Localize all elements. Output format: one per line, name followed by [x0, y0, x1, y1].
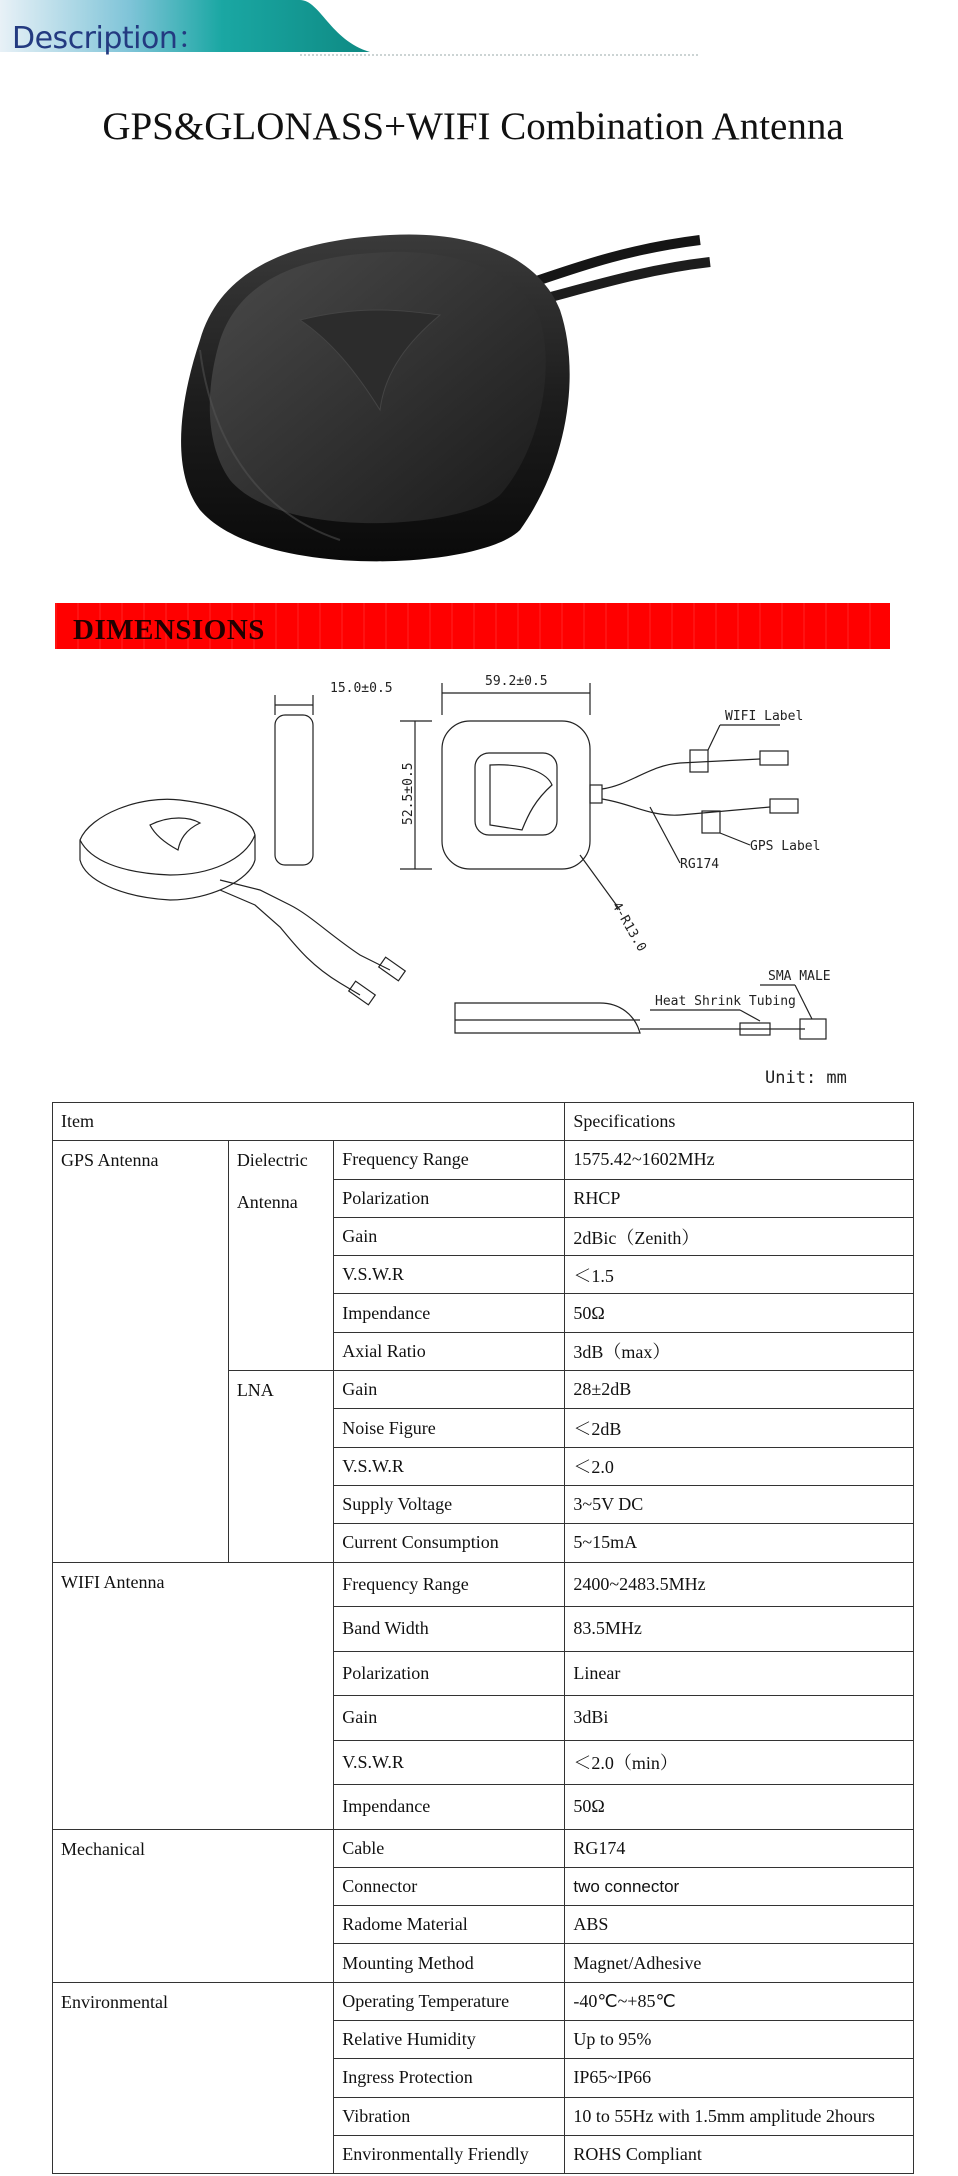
- value-cell: ＜2.0: [565, 1447, 914, 1485]
- param-cell: Frequency Range: [334, 1141, 565, 1179]
- value-cell: 1575.42~1602MHz: [565, 1141, 914, 1179]
- value-cell: two connector: [565, 1867, 914, 1905]
- param-cell: Environmentally Friendly: [334, 2135, 565, 2173]
- param-cell: Supply Voltage: [334, 1485, 565, 1523]
- param-cell: Cable: [334, 1829, 565, 1867]
- value-cell: Magnet/Adhesive: [565, 1944, 914, 1982]
- table-header-row: [53, 1103, 914, 1141]
- value-cell: IP65~IP66: [565, 2059, 914, 2097]
- param-cell: Operating Temperature: [334, 1982, 565, 2020]
- value-cell: 3~5V DC: [565, 1485, 914, 1523]
- param-cell: Band Width: [334, 1607, 565, 1652]
- cable-label: RG174: [680, 857, 720, 872]
- param-cell: Polarization: [334, 1651, 565, 1696]
- wifi-label: WIFI Label: [725, 709, 804, 724]
- value-cell: ABS: [565, 1906, 914, 1944]
- param-cell: Impendance: [334, 1294, 565, 1332]
- unit-label: Unit: mm: [765, 1068, 847, 1088]
- header-item: Item: [53, 1103, 565, 1141]
- value-cell: 50Ω: [565, 1294, 914, 1332]
- value-cell: 2dBic（Zenith）: [565, 1217, 914, 1255]
- dim-height: 52.5±0.5: [401, 762, 416, 825]
- value-cell: ＜1.5: [565, 1256, 914, 1294]
- param-cell: Radome Material: [334, 1906, 565, 1944]
- param-cell: Gain: [334, 1371, 565, 1409]
- antenna-product-photo: [140, 210, 740, 590]
- value-cell: 10 to 55Hz with 1.5mm amplitude 2hours: [565, 2097, 914, 2135]
- environmental-cell: Environmental: [53, 1982, 334, 2173]
- param-cell: Impendance: [334, 1785, 565, 1830]
- value-cell: Up to 95%: [565, 2021, 914, 2059]
- value-cell: RG174: [565, 1829, 914, 1867]
- dim-radius: 4-R13.0: [608, 899, 649, 955]
- lna-cell: LNA: [228, 1371, 333, 1562]
- description-label: Description：: [12, 21, 207, 56]
- dimensions-label: DIMENSIONS: [73, 614, 265, 646]
- value-cell: ＜2dB: [565, 1409, 914, 1447]
- value-cell: RHCP: [565, 1179, 914, 1217]
- param-cell: Frequency Range: [334, 1562, 565, 1607]
- param-cell: Mounting Method: [334, 1944, 565, 1982]
- table-row: [53, 1562, 914, 1607]
- param-cell: Ingress Protection: [334, 2059, 565, 2097]
- param-cell: Vibration: [334, 2097, 565, 2135]
- dimensions-banner: [55, 603, 890, 649]
- page-title: GPS&GLONASS+WIFI Combination Antenna: [102, 105, 844, 148]
- dielectric-antenna-cell: Dielectric Antenna: [228, 1141, 333, 1371]
- value-cell: 83.5MHz: [565, 1607, 914, 1652]
- sma-label: SMA MALE: [768, 969, 831, 984]
- heat-shrink-label: Heat Shrink Tubing: [655, 994, 796, 1009]
- param-cell: V.S.W.R: [334, 1447, 565, 1485]
- mechanical-cell: Mechanical: [53, 1829, 334, 1982]
- dimension-drawing: [60, 665, 880, 1095]
- value-cell: ROHS Compliant: [565, 2135, 914, 2173]
- dim-top-width: 59.2±0.5: [485, 674, 548, 689]
- gps-antenna-cell: GPS Antenna: [53, 1141, 229, 1562]
- table-row: [53, 1829, 914, 1867]
- gps-label: GPS Label: [750, 839, 821, 854]
- table-row: [53, 1141, 914, 1179]
- value-cell: -40℃~+85℃: [565, 1982, 914, 2020]
- param-cell: Polarization: [334, 1179, 565, 1217]
- table-row: [53, 1982, 914, 2020]
- param-cell: V.S.W.R: [334, 1740, 565, 1785]
- param-cell: Gain: [334, 1217, 565, 1255]
- param-cell: Gain: [334, 1696, 565, 1741]
- wifi-antenna-cell: WIFI Antenna: [53, 1562, 334, 1829]
- header-specifications: Specifications: [565, 1103, 914, 1141]
- value-cell: 3dBi: [565, 1696, 914, 1741]
- value-cell: 5~15mA: [565, 1524, 914, 1562]
- dim-thickness: 15.0±0.5: [330, 681, 393, 696]
- param-cell: Noise Figure: [334, 1409, 565, 1447]
- value-cell: Linear: [565, 1651, 914, 1696]
- param-cell: Connector: [334, 1867, 565, 1905]
- param-cell: Axial Ratio: [334, 1332, 565, 1370]
- value-cell: ＜2.0（min）: [565, 1740, 914, 1785]
- value-cell: 50Ω: [565, 1785, 914, 1830]
- param-cell: Current Consumption: [334, 1524, 565, 1562]
- specification-table: [52, 1102, 914, 2174]
- param-cell: V.S.W.R: [334, 1256, 565, 1294]
- param-cell: Relative Humidity: [334, 2021, 565, 2059]
- value-cell: 28±2dB: [565, 1371, 914, 1409]
- value-cell: 2400~2483.5MHz: [565, 1562, 914, 1607]
- value-cell: 3dB（max）: [565, 1332, 914, 1370]
